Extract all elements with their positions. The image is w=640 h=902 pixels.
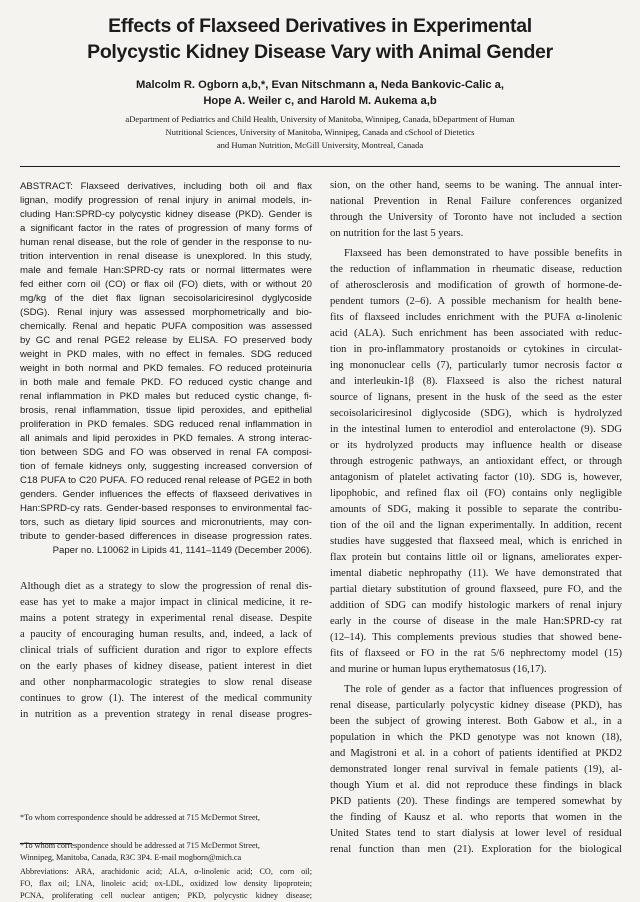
abstract-line: C18 PUFA to C20 PUFA. FO reduced renal release of PGE2 in both	[20, 475, 312, 486]
abstract-line: ABSTRACT: Flaxseed derivatives, including both oil and flax	[20, 181, 312, 192]
footnote-line: Winnipeg, Manitoba, Canada, R3C 3P4. E-mail mogborn@mich.ca	[20, 853, 242, 862]
abstract-line: renal inflammation in PKD males but reduced cystic change, fi-	[20, 391, 312, 402]
body-line: through the University of Toronto have not included a section	[330, 212, 622, 223]
body-line: national Prevention in Renal Failure conferences organized	[330, 196, 622, 207]
body-line: in nutrition as a prevention strategy in renal disease progres-	[20, 709, 312, 720]
body-line: clinical trials of sufficient duration and rigor to explore effects	[20, 645, 312, 656]
body-line: continues to grow (1). The interest of the medical community	[20, 693, 312, 704]
header-divider	[20, 166, 620, 167]
abstract-line: male and female Han:SPRD-cy rats or normal littermates were	[20, 265, 312, 276]
body-line: United States tend to start dialysis at lower level of residual	[330, 828, 622, 839]
abstract-line: proliferation in PKD females. SDG reduced renal inflammation in	[20, 419, 312, 430]
body-line: partial dietary substitution of ground flaxseed, pure FO, and the	[330, 584, 622, 595]
abstract-line: tion of female kidneys only, suggesting increased conversion of	[20, 461, 312, 472]
abstract-line: genders. Gender influences the effects of flaxseed derivatives in	[20, 489, 312, 500]
body-line: antagonism of platelet activating factor (10). SDG is, however,	[330, 472, 622, 483]
body-line: pendent tumors (2–6). A possible mechanism for health bene-	[330, 296, 622, 307]
abstract-line: chemically. Renal and hepatic PUFA composition was assessed	[20, 321, 312, 332]
body-line: ing mononuclear cells (7), particularly tumor necrosis factor α	[330, 360, 622, 371]
body-line: the finding of Kausz et al. who reports that women in the	[330, 812, 622, 823]
footnote-line: *To whom correspondence should be addressed at 715 McDermot Street,	[20, 813, 260, 822]
body-line: and other nonpharmacologic strategies to slow renal disease	[20, 677, 312, 688]
body-line: tion in pro-inflammatory prostanoids or cytokines in circulat-	[330, 344, 622, 355]
footnote-line: Abbreviations: ARA, arachidonic acid; ALA, α-linolenic acid; CO, corn oil;	[20, 867, 312, 876]
body-line: (12–14). This complements previous studies that showed bene-	[330, 632, 622, 643]
affiliation-line-2: Nutritional Sciences, University of Manitoba, Winnipeg, Canada and cSchool of Dietetics	[165, 127, 475, 137]
body-line: mains a potent strategy in experimental renal disease. Despite	[20, 613, 312, 624]
body-line: or its hydrolyzed products may influence health or disease	[330, 440, 622, 451]
abstract-line: by GC and renal PGE2 release by ELISA. FO preserved body	[20, 335, 312, 346]
affiliation-line-1: aDepartment of Pediatrics and Child Health, University of Manitoba, Winnipeg, Canada, bDepartment of Human	[125, 114, 515, 124]
affiliation-line-3: and Human Nutrition, McGill University, Montreal, Canada	[216, 140, 424, 150]
abstract-line: Han:SPRD-cy rats. Gender-based responses to environmental fac-	[20, 503, 312, 514]
author-line-2: Hope A. Weiler c, and Harold M. Aukema a,b	[203, 95, 437, 107]
right-column	[330, 178, 622, 900]
body-line: and Magistroni et al. in a cohort of patients identified at PKD2	[330, 748, 622, 759]
abstract-line: a significant factor in the rates of progression of many forms of	[20, 223, 312, 234]
body-line: through estrogenic pathways, an antioxidant effect, or through	[330, 456, 622, 467]
body-line: flax protein but contains little oil or lignans, ameliorates exper-	[330, 552, 622, 563]
abstract-line: cluding Han:SPRD-cy polycystic kidney disease (PKD). Gender is	[20, 209, 312, 220]
abstract-line: tribute to gender-based differences in disease progression rates.	[20, 531, 312, 542]
paper-title-line-2: Polycystic Kidney Disease Vary with Animal Gender	[87, 41, 553, 63]
body-line: acid (ALA). Such enrichment has been associated with reduc-	[330, 328, 622, 339]
body-line: the reduction of inflammation in rheumatic disease, reduction	[330, 264, 622, 275]
abstract-line: fed either corn oil (CO) or flax oil (FO) diets, with or without 20	[20, 279, 312, 290]
body-line: PKD patients (20). These findings are tempered somewhat by	[330, 796, 622, 807]
body-line: demonstrated longer renal survival in female patients (19), al-	[330, 764, 622, 775]
body-line: fits of flaxseed or FO in the rat 5/6 nephrectomy model (15)	[330, 648, 622, 659]
body-line: early in the course of disease in the male Han:SPRD-cy rat	[330, 616, 622, 627]
abstract-line: brosis, renal inflammation, tissue lipid peroxides, and epithelial	[20, 405, 312, 416]
body-line: on the early phases of kidney disease, patient interest in diet	[20, 661, 312, 672]
body-line: been the subject of growing interest. Both Gabow et al., in a	[330, 716, 622, 727]
body-line: source of lignans, present in the husk of the seed as the ester	[330, 392, 622, 403]
abstract-line: all animals and lipid peroxides in PKD females. A strong interac-	[20, 433, 312, 444]
body-line: renal function than men (21). Exploration for the biological	[330, 844, 622, 855]
body-line: Flaxseed has been demonstrated to have possible benefits in	[344, 248, 622, 259]
author-line-1: Malcolm R. Ogborn a,b,*, Evan Nitschmann a, Neda Bankovic-Calic a,	[135, 79, 505, 91]
body-line: ease has yet to make a major impact in clinical medicine, it re-	[20, 597, 312, 608]
body-line: though Yium et al. did not reproduce these findings in black	[330, 780, 622, 791]
abstract-line: tors, such as dietary lipid sources and micronutrients, may con-	[20, 517, 312, 528]
abstract-line: tion between SDG and FO was observed in renal FA composi-	[20, 447, 312, 458]
body-line: Although diet as a strategy to slow the progression of renal dis-	[20, 581, 312, 592]
paper-citation: Paper no. L10062 in Lipids 41, 1141–1149 (December 2006).	[52, 545, 312, 556]
footnote-line: PCNA, proliferating cell nuclear antigen; PKD, polycystic kidney disease;	[20, 891, 312, 900]
body-line: secoisolariciresinol diglycoside (SDG), which is hydrolyzed	[330, 408, 622, 419]
body-line: on nutrition for the last 5 years.	[330, 228, 464, 239]
footnote-line: FO, flax oil; LNA, linoleic acid; ox-LDL, oxidized low density lipoprotein;	[20, 879, 312, 888]
body-line: lipophobic, and refined flax oil (FO) contains only negligible	[330, 488, 622, 499]
abstract-line: mg/kg of the diet flax lignan secoisolariciresinol dyglycoside	[20, 293, 312, 304]
footnote-line: *To whom correspondence should be addressed at 715 McDermot Street,	[20, 841, 260, 850]
abstract-line: lignan, modify progression of renal injury in animal models, in-	[20, 195, 312, 206]
body-line: studies have suggested that flaxseed meal, which is enriched in	[330, 536, 622, 547]
body-line: of atherosclerosis and modification of growth of hormone-de-	[330, 280, 622, 291]
abstract-line: in both male and female PKD. FO reduced cystic change and	[20, 377, 312, 388]
body-line: and murine or human lupus erythematosus (16,17).	[330, 664, 547, 675]
abstract-line: trition intervention in renal disease is unexplored. In this study,	[20, 251, 312, 262]
body-line: renal disease, particularly polycystic kidney disease (PKD), has	[330, 700, 622, 711]
body-line: in the intestinal lumen to enterodiol and enterolactone (9). SDG	[330, 424, 622, 435]
abstract-line: weight in PKD males, with no effect in females. SDG reduced	[20, 349, 312, 360]
abstract-line: (SDG). Renal injury was assessed morphometrically and bio-	[20, 307, 312, 318]
body-line: and interleukin-1β (8). Flaxseed is also the richest natural	[330, 376, 622, 387]
abstract-line: weight in both normal and PKD females. FO reduced proteinuria	[20, 363, 312, 374]
body-line: fits of flaxseed includes enrichment with the PUFA α-linolenic	[330, 312, 622, 323]
body-line: addition of SDG can modify histologic markers of renal injury	[330, 600, 622, 611]
left-column	[20, 180, 312, 900]
body-line: amounts of SDG, making it possible to separate the contribu-	[330, 504, 622, 515]
body-line: tion of the oil and the lignan experimentally. In addition, recent	[330, 520, 622, 531]
body-line: imental diabetic nephropathy (11). We have demonstrated that	[330, 568, 622, 579]
paper-title-line-1: Effects of Flaxseed Derivatives in Experimental	[108, 15, 532, 37]
body-line: The role of gender as a factor that influences progression of	[344, 684, 622, 695]
body-line: population in which the PKD genotype was not known (18),	[330, 732, 622, 743]
body-line: a paucity of encouraging human results, and, indeed, a lack of	[20, 629, 312, 640]
abstract-line: human renal disease, but the role of gender in the response to nu-	[20, 237, 312, 248]
body-line: sion, on the other hand, seems to be waning. The annual inter-	[330, 180, 622, 191]
